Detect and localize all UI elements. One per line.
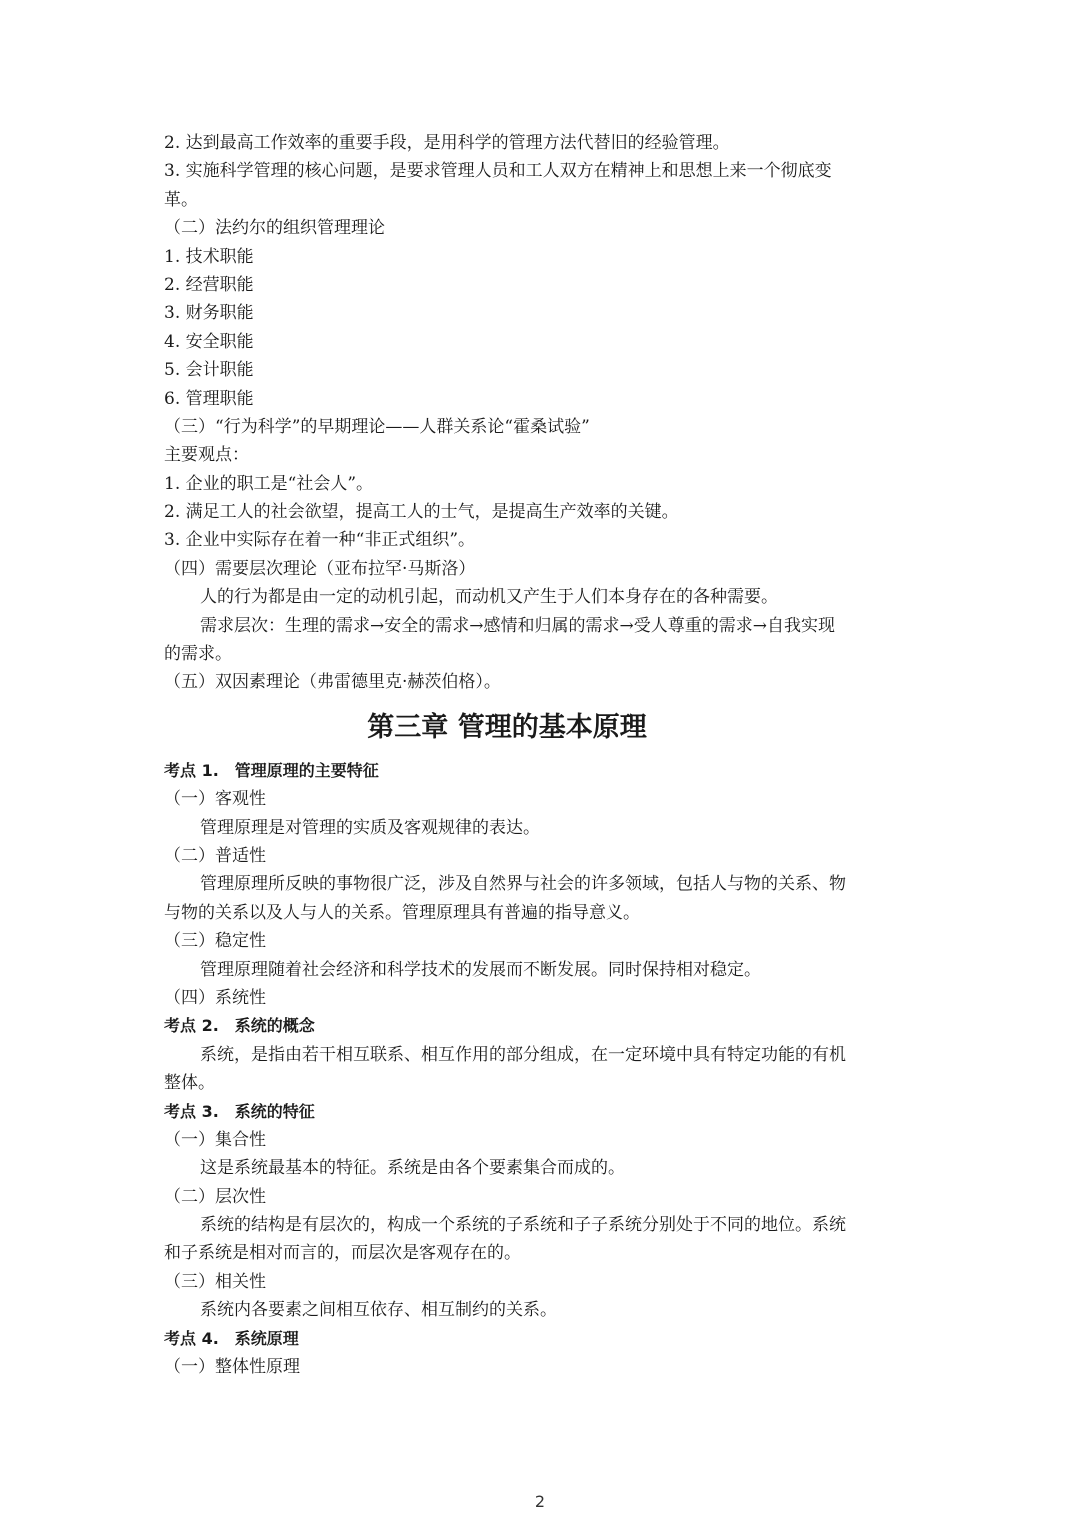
paragraph-line: 的需求。	[164, 644, 232, 665]
page-content	[164, 129, 920, 1381]
list-item: 3. 财务职能	[164, 303, 254, 324]
list-item: 4. 安全职能	[164, 331, 254, 352]
section-heading: （三）稳定性	[164, 931, 266, 952]
section-heading: （一）整体性原理	[164, 1357, 300, 1378]
section-heading: （四）需要层次理论（亚布拉罕·马斯洛）	[164, 558, 476, 579]
paragraph-line: 这是系统最基本的特征。系统是由各个要素集合而成的。	[200, 1158, 625, 1179]
paragraph-line: 管理原理是对管理的实质及客观规律的表达。	[200, 817, 540, 838]
text-line: 革。	[164, 189, 198, 210]
paragraph-line: 与物的关系以及人与人的关系。管理原理具有普遍的指导意义。	[164, 902, 640, 923]
list-item: 5. 会计职能	[164, 360, 254, 381]
section-heading: （三）“行为科学”的早期理论——人群关系论“霍桑试验”	[164, 416, 590, 437]
paragraph-line: 需求层次：生理的需求→安全的需求→感情和归属的需求→受人尊重的需求→自我实现	[200, 615, 835, 636]
section-heading: （二）法约尔的组织管理理论	[164, 218, 385, 239]
section-heading: （一）集合性	[164, 1129, 266, 1150]
chapter-title: 第三章 管理的基本原理	[367, 711, 647, 743]
section-heading: （二）普适性	[164, 845, 266, 866]
paragraph-line: 和子系统是相对而言的，而层次是客观存在的。	[164, 1243, 521, 1264]
list-item: 1. 技术职能	[164, 246, 254, 267]
paragraph-line: 管理原理所反映的事物很广泛，涉及自然界与社会的许多领域，包括人与物的关系、物	[200, 874, 846, 895]
list-item: 2. 满足工人的社会欲望，提高工人的士气，是提高生产效率的关键。	[164, 502, 679, 523]
text-line: 3. 实施科学管理的核心问题，是要求管理人员和工人双方在精神上和思想上来一个彻底变	[164, 161, 832, 182]
page-number: 2	[534, 1492, 546, 1511]
paragraph-line: 管理原理随着社会经济和科学技术的发展而不断发展。同时保持相对稳定。	[200, 959, 761, 980]
exam-point-heading: 考点 1. 管理原理的主要特征	[164, 760, 379, 780]
section-heading: （一）客观性	[164, 789, 266, 810]
list-item: 1. 企业的职工是“社会人”。	[164, 473, 374, 494]
exam-point-heading: 考点 4. 系统原理	[164, 1328, 299, 1348]
list-item: 3. 企业中实际存在着一种“非正式组织”。	[164, 530, 476, 551]
section-heading: （二）层次性	[164, 1186, 266, 1207]
paragraph-line: 系统，是指由若干相互联系、相互作用的部分组成，在一定环境中具有特定功能的有机	[200, 1044, 846, 1065]
section-heading: （四）系统性	[164, 987, 266, 1008]
paragraph-line: 系统的结构是有层次的，构成一个系统的子系统和子子系统分别处于不同的地位。系统	[200, 1215, 846, 1236]
section-heading: （五）双因素理论（弗雷德里克·赫茨伯格）。	[164, 672, 501, 693]
list-item: 2. 经营职能	[164, 274, 254, 295]
exam-point-heading: 考点 2. 系统的概念	[164, 1016, 315, 1036]
exam-point-heading: 考点 3. 系统的特征	[164, 1101, 315, 1121]
text-line: 主要观点：	[164, 445, 249, 466]
paragraph-line: 整体。	[164, 1073, 215, 1094]
text-line: 2. 达到最高工作效率的重要手段，是用科学的管理方法代替旧的经验管理。	[164, 133, 730, 153]
list-item: 6. 管理职能	[164, 388, 254, 409]
paragraph-line: 系统内各要素之间相互依存、相互制约的关系。	[200, 1300, 557, 1321]
section-heading: （三）相关性	[164, 1271, 266, 1292]
paragraph-line: 人的行为都是由一定的动机引起，而动机又产生于人们本身存在的各种需要。	[200, 587, 778, 608]
